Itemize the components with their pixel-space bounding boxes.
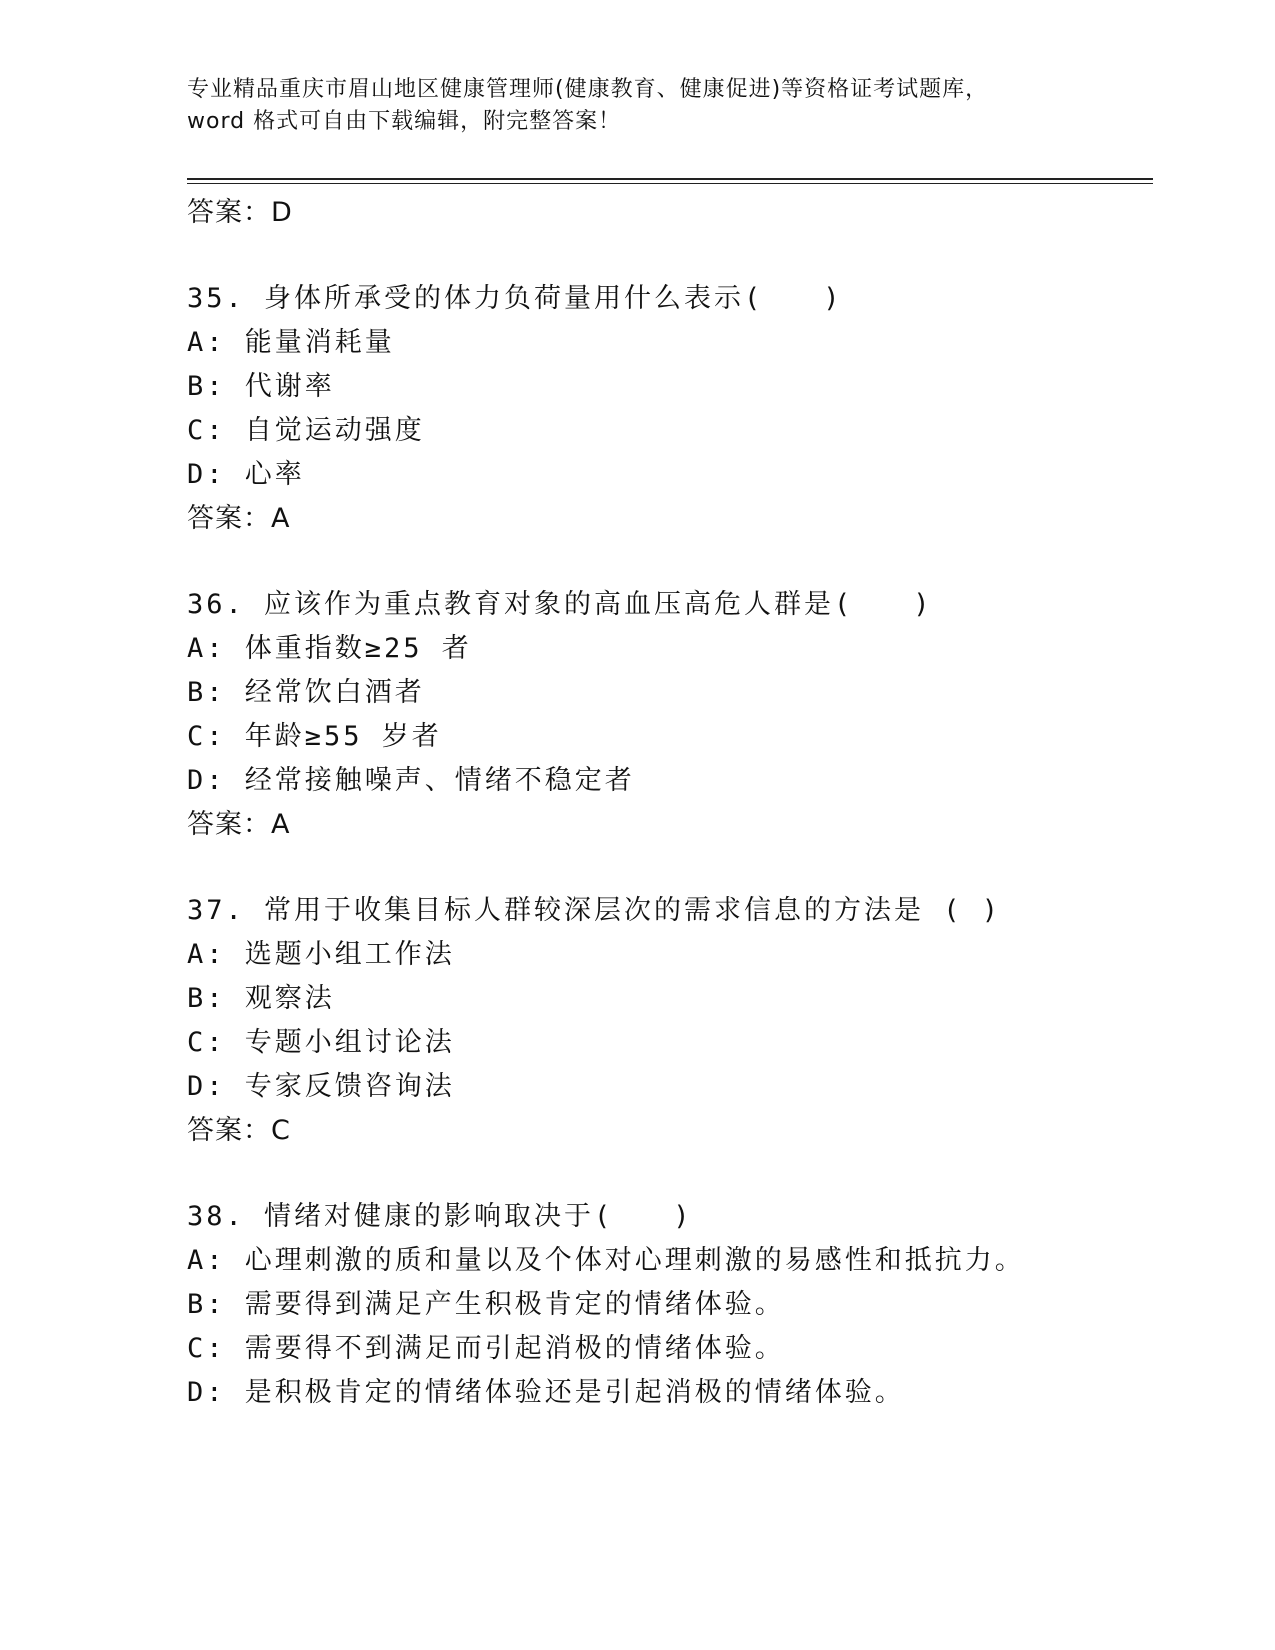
- question-37-option-d: D: 专家反馈咨询法: [187, 1071, 455, 1102]
- header-line-1: 专业精品重庆市眉山地区健康管理师(健康教育、健康促进)等资格证考试题库，: [187, 77, 989, 102]
- question-37-option-b: B: 观察法: [187, 983, 335, 1014]
- question-37-stem: 37. 常用于收集目标人群较深层次的需求信息的方法是 ( ): [187, 895, 1002, 926]
- previous-answer: 答案：D: [187, 197, 293, 228]
- question-35-option-c: C: 自觉运动强度: [187, 415, 425, 446]
- question-38-option-b: B: 需要得到满足产生积极肯定的情绪体验。: [187, 1289, 785, 1320]
- question-38-option-c: C: 需要得不到满足而引起消极的情绪体验。: [187, 1333, 785, 1364]
- question-36-option-d: D: 经常接触噪声、情绪不稳定者: [187, 765, 635, 796]
- question-37-option-a: A: 选题小组工作法: [187, 939, 455, 970]
- question-36-stem: 36. 应该作为重点教育对象的高血压高危人群是( ): [187, 589, 933, 620]
- header-divider-thick: [187, 178, 1153, 180]
- question-35-stem: 35. 身体所承受的体力负荷量用什么表示( ): [187, 283, 843, 314]
- question-35-option-a: A: 能量消耗量: [187, 327, 395, 358]
- question-38-stem: 38. 情绪对健康的影响取决于( ): [187, 1201, 693, 1232]
- question-36-option-a: A: 体重指数≥25 者: [187, 633, 472, 664]
- question-36-option-c: C: 年龄≥55 岁者: [187, 721, 442, 752]
- question-37-answer: 答案：C: [187, 1115, 291, 1146]
- header-divider-thin: [187, 183, 1153, 184]
- question-36-option-b: B: 经常饮白酒者: [187, 677, 425, 708]
- question-35-option-b: B: 代谢率: [187, 371, 335, 402]
- question-35-answer: 答案：A: [187, 503, 291, 534]
- header-line-2: word 格式可自由下载编辑，附完整答案！: [187, 109, 622, 134]
- document-header: [187, 74, 1087, 138]
- question-38-option-d: D: 是积极肯定的情绪体验还是引起消极的情绪体验。: [187, 1377, 905, 1408]
- question-38-option-a: A: 心理刺激的质和量以及个体对心理刺激的易感性和抵抗力。: [187, 1245, 1025, 1276]
- question-37-option-c: C: 专题小组讨论法: [187, 1027, 455, 1058]
- question-36-answer: 答案：A: [187, 809, 291, 840]
- question-35-option-d: D: 心率: [187, 459, 305, 490]
